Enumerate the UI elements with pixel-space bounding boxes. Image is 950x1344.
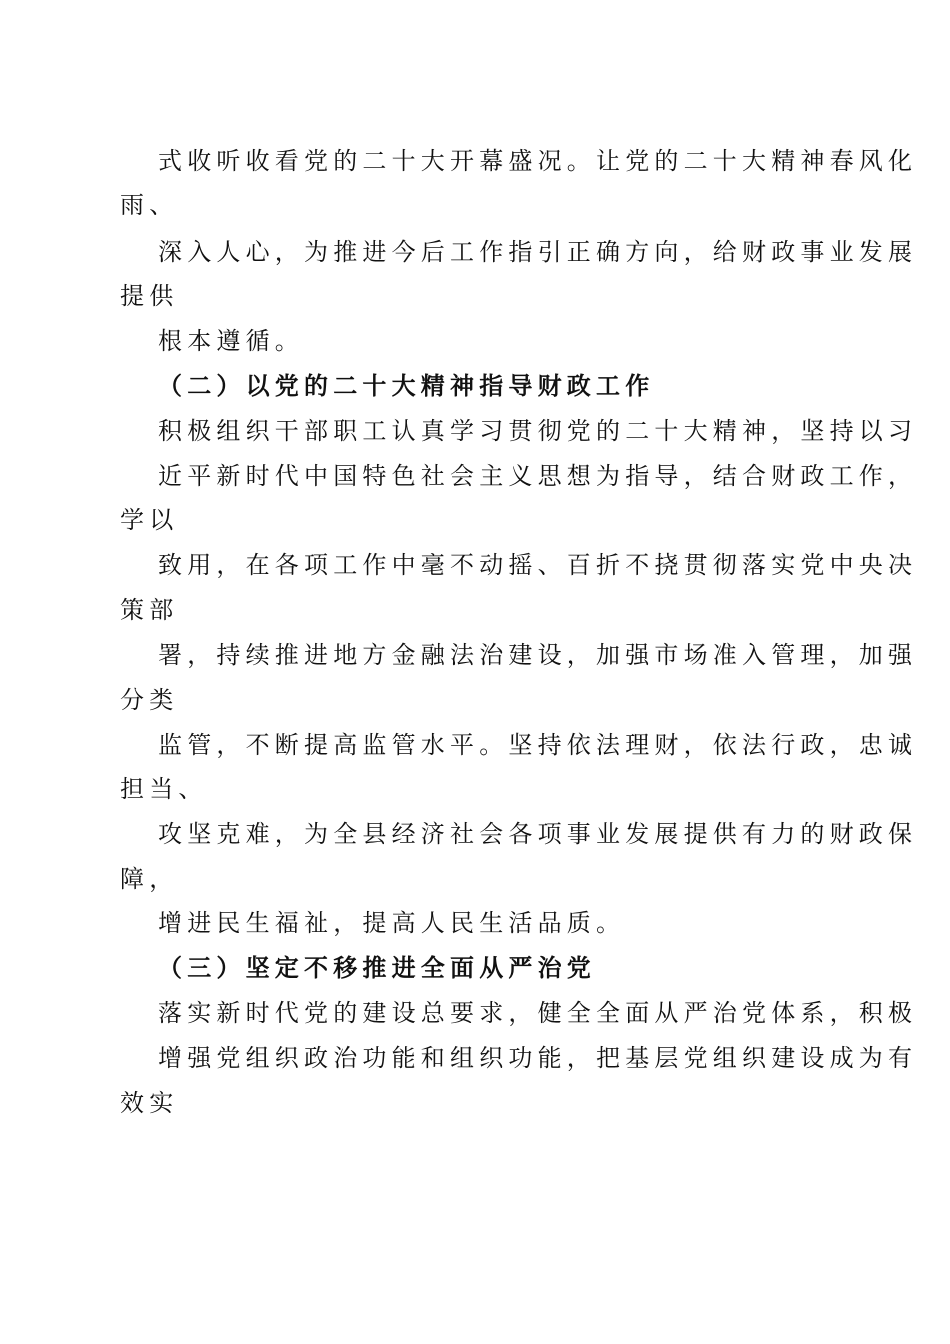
text-line: 积极组织干部职工认真学习贯彻党的二十大精神，坚持以习 [158,417,918,445]
text-line: 策部 [120,596,179,624]
text-line: 分类 [120,686,179,714]
text-line: 落实新时代党的建设总要求，健全全面从严治党体系，积极 [158,999,918,1027]
text-line: 根本遵循。 [158,327,304,355]
text-line: 致用，在各项工作中毫不动摇、百折不挠贯彻落实党中央决 [158,551,918,579]
text-line: 障， [120,865,179,893]
text-line: 监管，不断提高监管水平。坚持依法理财，依法行政，忠诚 [158,731,918,759]
text-line: 雨、 [120,191,179,219]
text-line: 增强党组织政治功能和组织功能，把基层党组织建设成为有 [158,1044,918,1072]
text-line: 署，持续推进地方金融法治建设，加强市场准入管理，加强 [158,641,918,669]
text-line: 效实 [120,1089,179,1117]
text-line: 增进民生福祉，提高人民生活品质。 [158,909,626,937]
section-heading: （三）坚定不移推进全面从严治党 [158,953,596,982]
text-line: 担当、 [120,775,208,803]
text-line: 深入人心，为推进今后工作指引正确方向，给财政事业发展 [158,238,918,266]
text-line: 学以 [120,506,179,534]
section-heading: （二）以党的二十大精神指导财政工作 [158,371,655,400]
text-line: 攻坚克难，为全县经济社会各项事业发展提供有力的财政保 [158,820,918,848]
text-line: 近平新时代中国特色社会主义思想为指导，结合财政工作， [158,462,918,490]
text-line: 提供 [120,282,179,310]
text-line: 式收听收看党的二十大开幕盛况。让党的二十大精神春风化 [158,147,918,175]
